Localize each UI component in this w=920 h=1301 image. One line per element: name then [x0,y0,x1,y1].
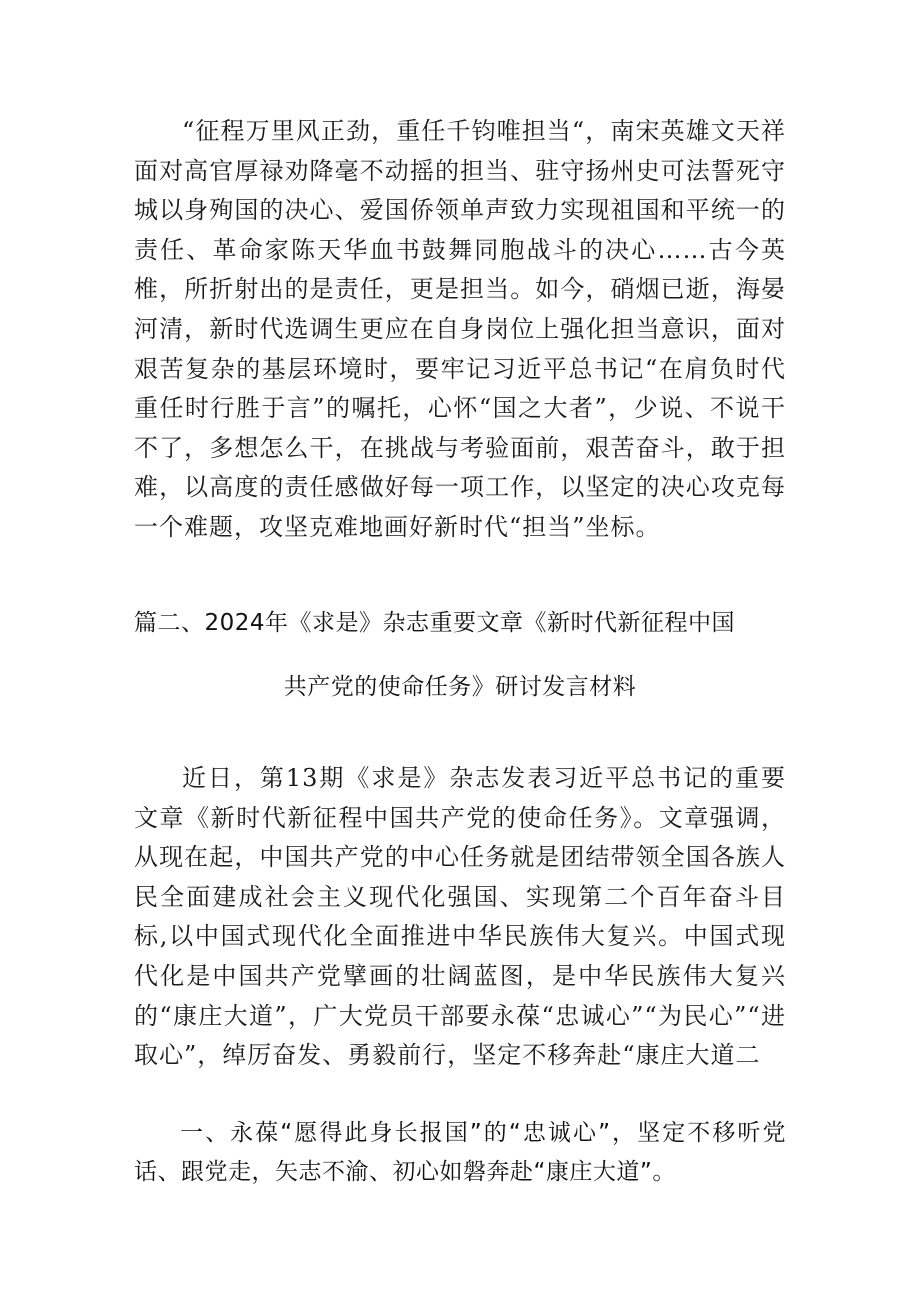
body-paragraph-intro: 近日，第13期《求是》杂志发表习近平总书记的重要文章《新时代新征程中国共产党的使命任务》。文章强调，从现在起，中国共产党的中心任务就是团结带领全国各族人民全面建成社会主义现代化强国、实现第二个百年奋斗目标,以中国式现代化全面推进中华民族伟大复兴。中国式现代化是中国共产党擘画的壮阔蓝图，是中华民族伟大复兴的“康庄大道”，广大党员干部要永葆“忠诚心”“为民心”“进取心”，绰厉奋发、勇毅前行，坚定不移奔赴“康庄大道二 [134,764,786,1070]
subheading-loyalty: 一、永葆“愿得此身长报国”的“忠诚心”，坚定不移听党话、跟党走，矢志不渝、初心如磐奔赴“康庄大道”。 [134,1120,786,1185]
section-heading-line-1: 篇二、2024年《求是》杂志重要文章《新时代新征程中国 [134,610,736,636]
section-heading-line-2: 共产党的使命任务》研讨发言材料 [283,674,637,700]
body-paragraph-responsibility: “征程万里风正劲，重任千钧唯担当“，南宋英雄文天祥面对高官厚禄劝降毫不动摇的担当、驻守扬州史可法誓死守城以身殉国的决心、爱国侨领单声致力实现祖国和平统一的责任、革命家陈天华血书鼓舞同胞战斗的决心……古今英椎，所折射出的是责任，更是担当。如今，硝烟已逝，海晏河清，新时代选调生更应在自身岗位上强化担当意识，面对艰苦复杂的基层环境时，要牢记习近平总书记“在肩负时代重任时行胜于言”的嘱托，心怀“国之大者”，少说、不说干不了，多想怎么干，在挑战与考验面前，艰苦奋斗，敢于担难，以高度的责任感做好每一项工作，以坚定的决心攻克每一个难题，攻坚克难地画好新时代“担当”坐标。 [134,117,786,541]
